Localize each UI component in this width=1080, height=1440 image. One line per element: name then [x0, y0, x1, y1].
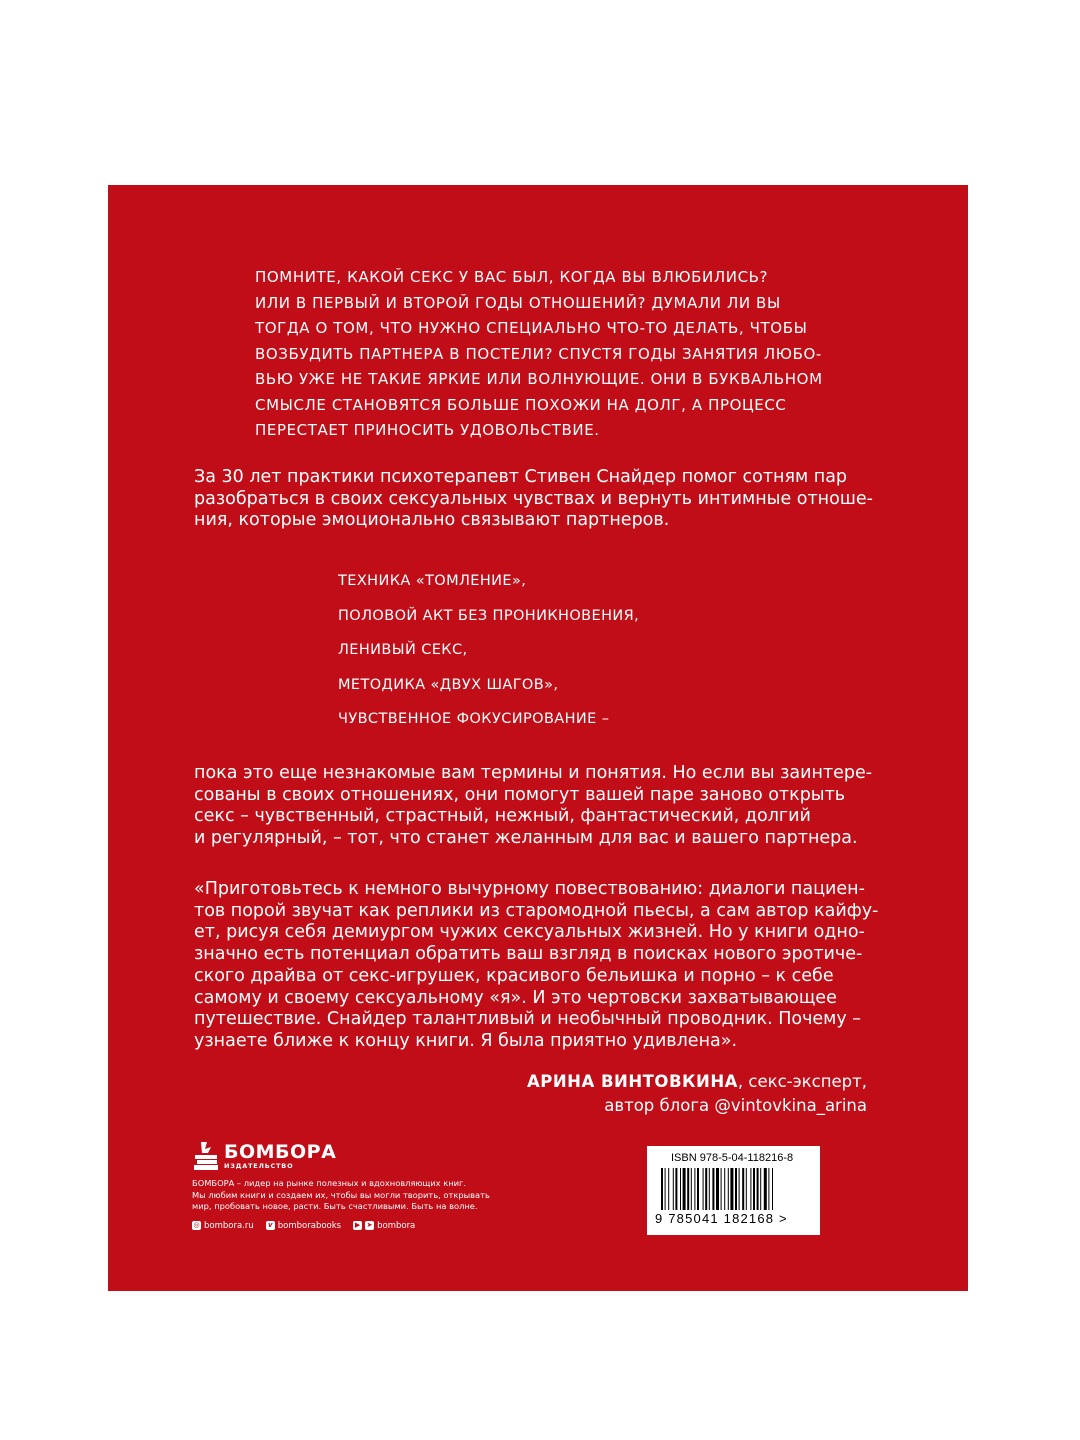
quote-line: ет, рисуя себя демиургом чужих сексуальных жизней. Но у книги одно-	[194, 922, 865, 943]
publisher-block	[192, 1140, 522, 1231]
barcode-bar	[735, 1168, 737, 1210]
barcode-bar	[760, 1168, 761, 1210]
intro-line: ПЕРЕСТАЕТ ПРИНОСИТЬ УДОВОЛЬСТВИЕ.	[255, 421, 600, 439]
quote-line: самому и своему сексуальному «я». И это чертовски захватывающее	[194, 987, 837, 1008]
quote-attribution	[527, 1070, 867, 1118]
barcode-bar	[746, 1168, 747, 1210]
book-stack-icon	[192, 1140, 220, 1172]
barcode-bar	[764, 1168, 767, 1210]
term-item: ЛЕНИВЫЙ СЕКС,	[338, 642, 468, 658]
barcode-bar	[716, 1168, 719, 1210]
social-link-instagram: ◎ bombora.ru	[193, 1220, 254, 1231]
back-cover	[108, 185, 968, 1291]
paragraph-line: пока это еще незнакомые вам термины и понятия. Но если вы заинтере-	[194, 763, 873, 783]
publisher-line: Мы любим книги и создаем их, чтобы вы могли творить, открывать	[192, 1189, 490, 1200]
paragraph-line: и регулярный, – тот, что станет желанным для вас и вашего партнера.	[194, 828, 858, 849]
publisher-line: БОМБОРА – лидер на рынке полезных и вдохновляющих книг.	[192, 1178, 467, 1188]
barcode-bar	[772, 1168, 773, 1210]
barcode-bar	[742, 1168, 744, 1210]
barcode-bar	[728, 1168, 729, 1210]
paragraph-line: ния, которые эмоционально связывают партнеров.	[194, 510, 670, 531]
quote-line: узнаете ближе к концу книги. Я была приятно удивлена».	[194, 1030, 738, 1051]
barcode-bar	[739, 1168, 740, 1210]
barcode-bar	[665, 1168, 666, 1210]
quote-line: ского драйва от секс-игрушек, красивого бельишка и порно – к себе	[194, 965, 834, 986]
publisher-description	[192, 1178, 522, 1213]
paragraph-line: За 30 лет практики психотерапевт Стивен Снайдер помог сотням пар	[194, 467, 848, 487]
barcode-bar	[668, 1168, 669, 1210]
barcode-bar	[724, 1168, 725, 1210]
barcode-bar	[694, 1168, 695, 1210]
barcode-bars	[661, 1168, 807, 1210]
vk-icon: v	[266, 1221, 275, 1230]
publisher-subtitle: ИЗДАТЕЛЬСТВО	[224, 1162, 294, 1170]
quote-line: путешествие. Снайдер талантливый и необычный проводник. Почему –	[194, 1009, 862, 1030]
intro-line: ПОМНИТЕ, КАКОЙ СЕКС У ВАС БЫЛ, КОГДА ВЫ ВЛЮБИЛИСЬ?	[255, 268, 769, 286]
barcode-bar	[683, 1168, 686, 1210]
barcode-bar	[705, 1168, 707, 1210]
intro-line: ИЛИ В ПЕРВЫЙ И ВТОРОЙ ГОДЫ ОТНОШЕНИЙ? ДУМАЛИ ЛИ ВЫ	[255, 293, 781, 312]
reviewer-name: АРИНА ВИНТОВКИНА	[526, 1072, 738, 1091]
barcode-bar	[675, 1168, 677, 1210]
barcode-bar	[709, 1168, 710, 1210]
quote-line: тов порой звучат как реплики из старомодной пьесы, а сам автор кайфу-	[194, 900, 879, 921]
barcode-bar	[661, 1168, 663, 1210]
barcode-bar	[730, 1168, 733, 1210]
telegram-icon: ➤	[366, 1221, 373, 1229]
barcode-bar	[757, 1168, 759, 1210]
barcode-bar	[703, 1168, 704, 1210]
publisher-logo	[192, 1140, 522, 1172]
reviewer-blog: автор блога @vintovkina_arina	[604, 1096, 867, 1115]
quote-line: значно есть потенциал обратить ваш взгляд в поисках нового эротиче-	[194, 944, 863, 965]
intro-line: СМЫСЛЕ СТАНОВЯТСЯ БОЛЬШЕ ПОХОЖИ НА ДОЛГ, А ПРОЦЕСС	[255, 395, 787, 414]
publisher-name: БОМБОРА	[224, 1141, 337, 1163]
intro-line: ТОГДА О ТОМ, ЧТО НУЖНО СПЕЦИАЛЬНО ЧТО-ТО ДЕЛАТЬ, ЧТОБЫ	[255, 319, 808, 337]
term-item: ЧУВСТВЕННОЕ ФОКУСИРОВАНИЕ –	[338, 711, 610, 727]
description-paragraph-1	[194, 467, 884, 532]
social-link-vk: v bomborabooks	[266, 1221, 341, 1231]
publisher-line: мир, пробовать новое, расти. Быть счастливыми. Быть на волне.	[192, 1201, 478, 1211]
terms-list	[338, 569, 639, 742]
term-item: ТЕХНИКА «ТОМЛЕНИЕ»,	[338, 573, 527, 589]
barcode-bar	[691, 1168, 692, 1210]
barcode-digits: 9 785041 182168 >	[655, 1211, 788, 1226]
barcode-bar	[721, 1168, 722, 1210]
social-links	[192, 1221, 522, 1231]
barcode-bar	[697, 1168, 699, 1210]
paragraph-line: разобраться в своих сексуальных чувствах и вернуть интимные отноше-	[194, 488, 873, 509]
youtube-icon: ▶	[354, 1221, 361, 1229]
barcode-bar	[680, 1168, 681, 1210]
term-item: ПОЛОВОЙ АКТ БЕЗ ПРОНИКНОВЕНИЯ,	[338, 607, 640, 624]
term-item: МЕТОДИКА «ДВУХ ШАГОВ»,	[338, 676, 559, 693]
intro-text	[255, 265, 855, 444]
paragraph-line: сованы в своих отношениях, они помогут вашей паре заново открыть	[194, 784, 846, 805]
instagram-icon: ◎	[193, 1221, 200, 1229]
isbn-barcode	[647, 1146, 820, 1235]
isbn-number: ISBN 978-5-04-118216-8	[671, 1152, 794, 1164]
barcode-bar	[673, 1168, 674, 1210]
reviewer-role: , секс-эксперт,	[737, 1072, 867, 1091]
quote-line: «Приготовьтесь к немного вычурному повествованию: диалоги пациен-	[194, 879, 865, 899]
social-link-youtube-telegram: ▶ ➤ bombora	[354, 1220, 416, 1231]
paragraph-line: секс – чувственный, страстный, нежный, фантастический, долгий	[194, 806, 811, 827]
barcode-bar	[687, 1168, 689, 1210]
barcode-bar	[768, 1168, 769, 1210]
intro-line: ВЬЮ УЖЕ НЕ ТАКИЕ ЯРКИЕ ИЛИ ВОЛНУЮЩИЕ. ОНИ В БУКВАЛЬНОМ	[255, 370, 823, 388]
review-quote	[194, 879, 884, 1053]
barcode-bar	[750, 1168, 751, 1210]
description-paragraph-2	[194, 763, 884, 850]
barcode-bar	[753, 1168, 755, 1210]
intro-line: ВОЗБУДИТЬ ПАРТНЕРА В ПОСТЕЛИ? СПУСТЯ ГОДЫ ЗАНЯТИЯ ЛЮБО-	[255, 344, 822, 363]
barcode-bar	[712, 1168, 714, 1210]
